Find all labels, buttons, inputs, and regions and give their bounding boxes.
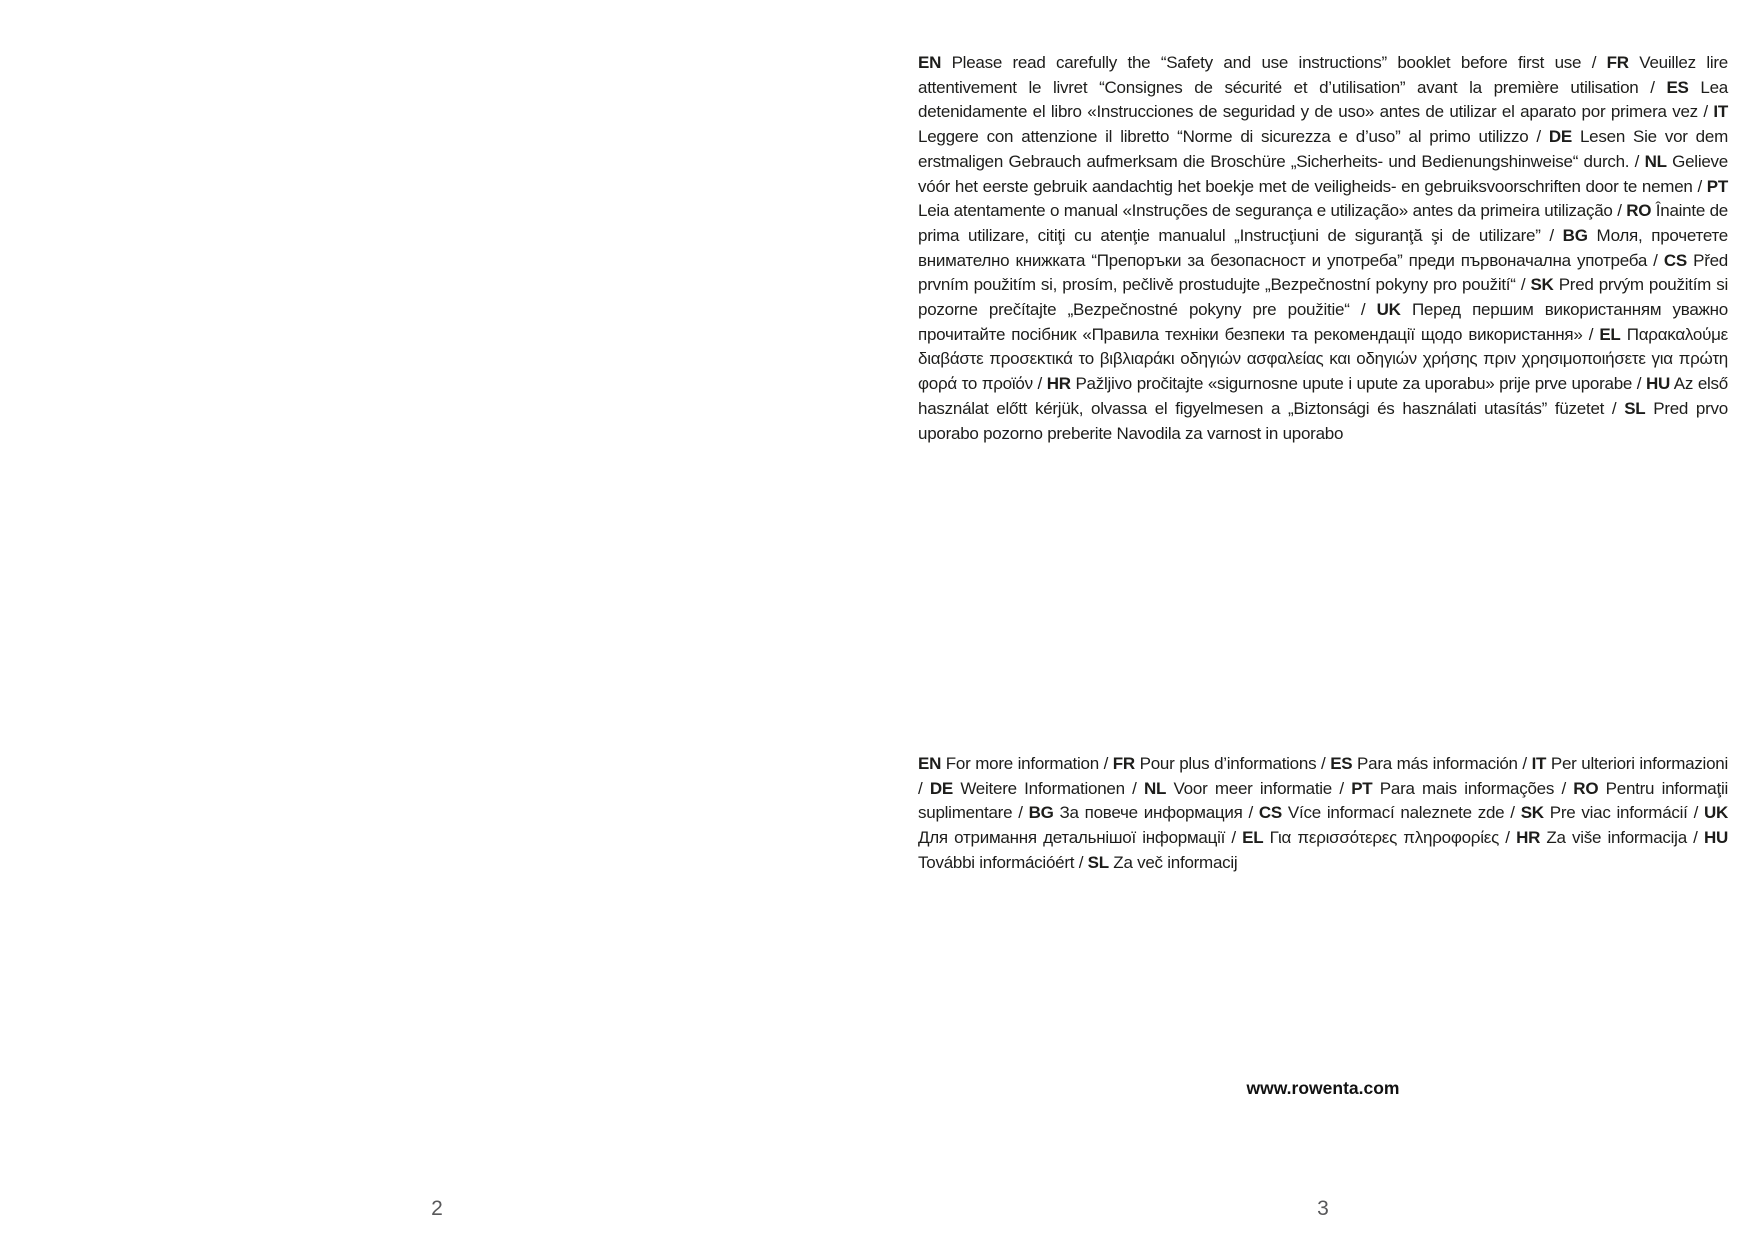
language-code: ES [1330, 754, 1353, 773]
language-code: EL [1242, 828, 1264, 848]
language-code: IT [1531, 754, 1547, 773]
language-code: NL [1644, 151, 1667, 171]
language-code: NL [1144, 778, 1167, 798]
language-code: EL [1599, 324, 1621, 344]
language-code: ES [1666, 77, 1689, 97]
safety-notice-paragraph: EN Please read carefully the “Safety and use instructions” booklet before first use / FR Veuillez lire attentivement le livret “Consignes de sécurité et d’utilisation” avant la première utilisation / ES Lea detenidamente el libro «Instrucciones de seguridad y de uso» antes de utilizar el aparato por primera vez / IT Leggere con attenzione il libretto “Norme di sicurezza e d’uso” al primo utilizzo / DE Lesen Sie vor dem erstmaligen Gebrauch aufmerksam die Broschüre „Sicherheits- und Bedienungshinweise“ durch. / NL Gelieve vóór het eerste gebruik aandachtig het boekje met de veiligheids- en gebruiksvoorschriften door te nemen / PT Leia atentamente o manual «Instruções de segurança e utilização» antes da primeira utilização / RO Înainte de prima utilizare, citiţi cu atenţie manualul „Instrucţiuni de siguranţă şi de utilizare” / BG Моля, прочетете внимателно книжката “Препоръки за безопасност и употреба” преди първоначална употреба / CS Před prvním použitím si, prosím, pečlivě prostudujte „Bezpečnostní pokyny pro použití“ / SK Pred prvým použitím si pozorne prečítajte „Bezpečnostné pokyny pre použitie“ / UK Перед першим використанням уважно прочитайте посібник «Правила техніки безпеки та рекомендації щодо використання» / EL Παρακαλούμε διαβάστε προσεκτικά το βιβλιαράκι οδηγιών ασφαλείας και οδηγιών χρήσης πριν χρησιμοποιήσετε για πρώτη φορά το προϊόν / HR Pažljivo pročitajte «sigurnosne upute i upute za uporabu» prije prve uporabe / HU Az első használat előtt kérjük, olvassa el figyelmesen a „Biztonsági és használati utasítás” füzetet / SL Pred prvo uporabo pozorno preberite Navodila za varnost in uporabo [918, 53, 1729, 443]
language-code: CS [1258, 803, 1282, 823]
language-code: IT [1713, 102, 1728, 122]
language-code: HR [1516, 828, 1541, 848]
language-code: UK [1376, 300, 1401, 320]
language-code: BG [1562, 225, 1588, 245]
language-code: RO [1626, 201, 1652, 221]
page-number-left: 2 [431, 1197, 443, 1220]
language-code: UK [1703, 803, 1729, 823]
language-code: HU [1645, 374, 1671, 394]
language-code: CS [1663, 250, 1687, 270]
language-code: EN [918, 53, 942, 72]
language-code: FR [1606, 53, 1629, 72]
language-code: EN [918, 754, 942, 773]
more-info-paragraph: EN For more information / FR Pour plus d’informations / ES Para más información / IT Per ulteriori informazioni / DE Weitere Informationen / NL Voor meer informatie / PT Para mais informações / RO Pentru informaţii suplimentare / BG За повече информация / CS Více informací naleznete zde / SK Pre viac informácií / UK Для отримання детальнішої інформації / EL Για περισσότερες πληροφορίες / HR Za više informacija / HU További információért / SL Za več informacij [918, 754, 1729, 872]
language-code: SK [1530, 275, 1554, 295]
language-code: RO [1573, 778, 1599, 798]
language-code: PT [1706, 176, 1728, 196]
language-code: HR [1046, 374, 1071, 394]
language-code: FR [1112, 754, 1135, 773]
language-code: BG [1028, 803, 1054, 823]
language-code: SL [1624, 398, 1646, 418]
language-code: SK [1520, 803, 1544, 823]
language-code: SL [1087, 852, 1109, 872]
page-number-right: 3 [1317, 1197, 1329, 1220]
language-code: DE [1548, 127, 1572, 147]
language-code: HU [1703, 828, 1728, 848]
website-url: www.rowenta.com [1246, 1078, 1400, 1098]
language-code: PT [1351, 778, 1373, 798]
language-code: DE [929, 778, 953, 798]
